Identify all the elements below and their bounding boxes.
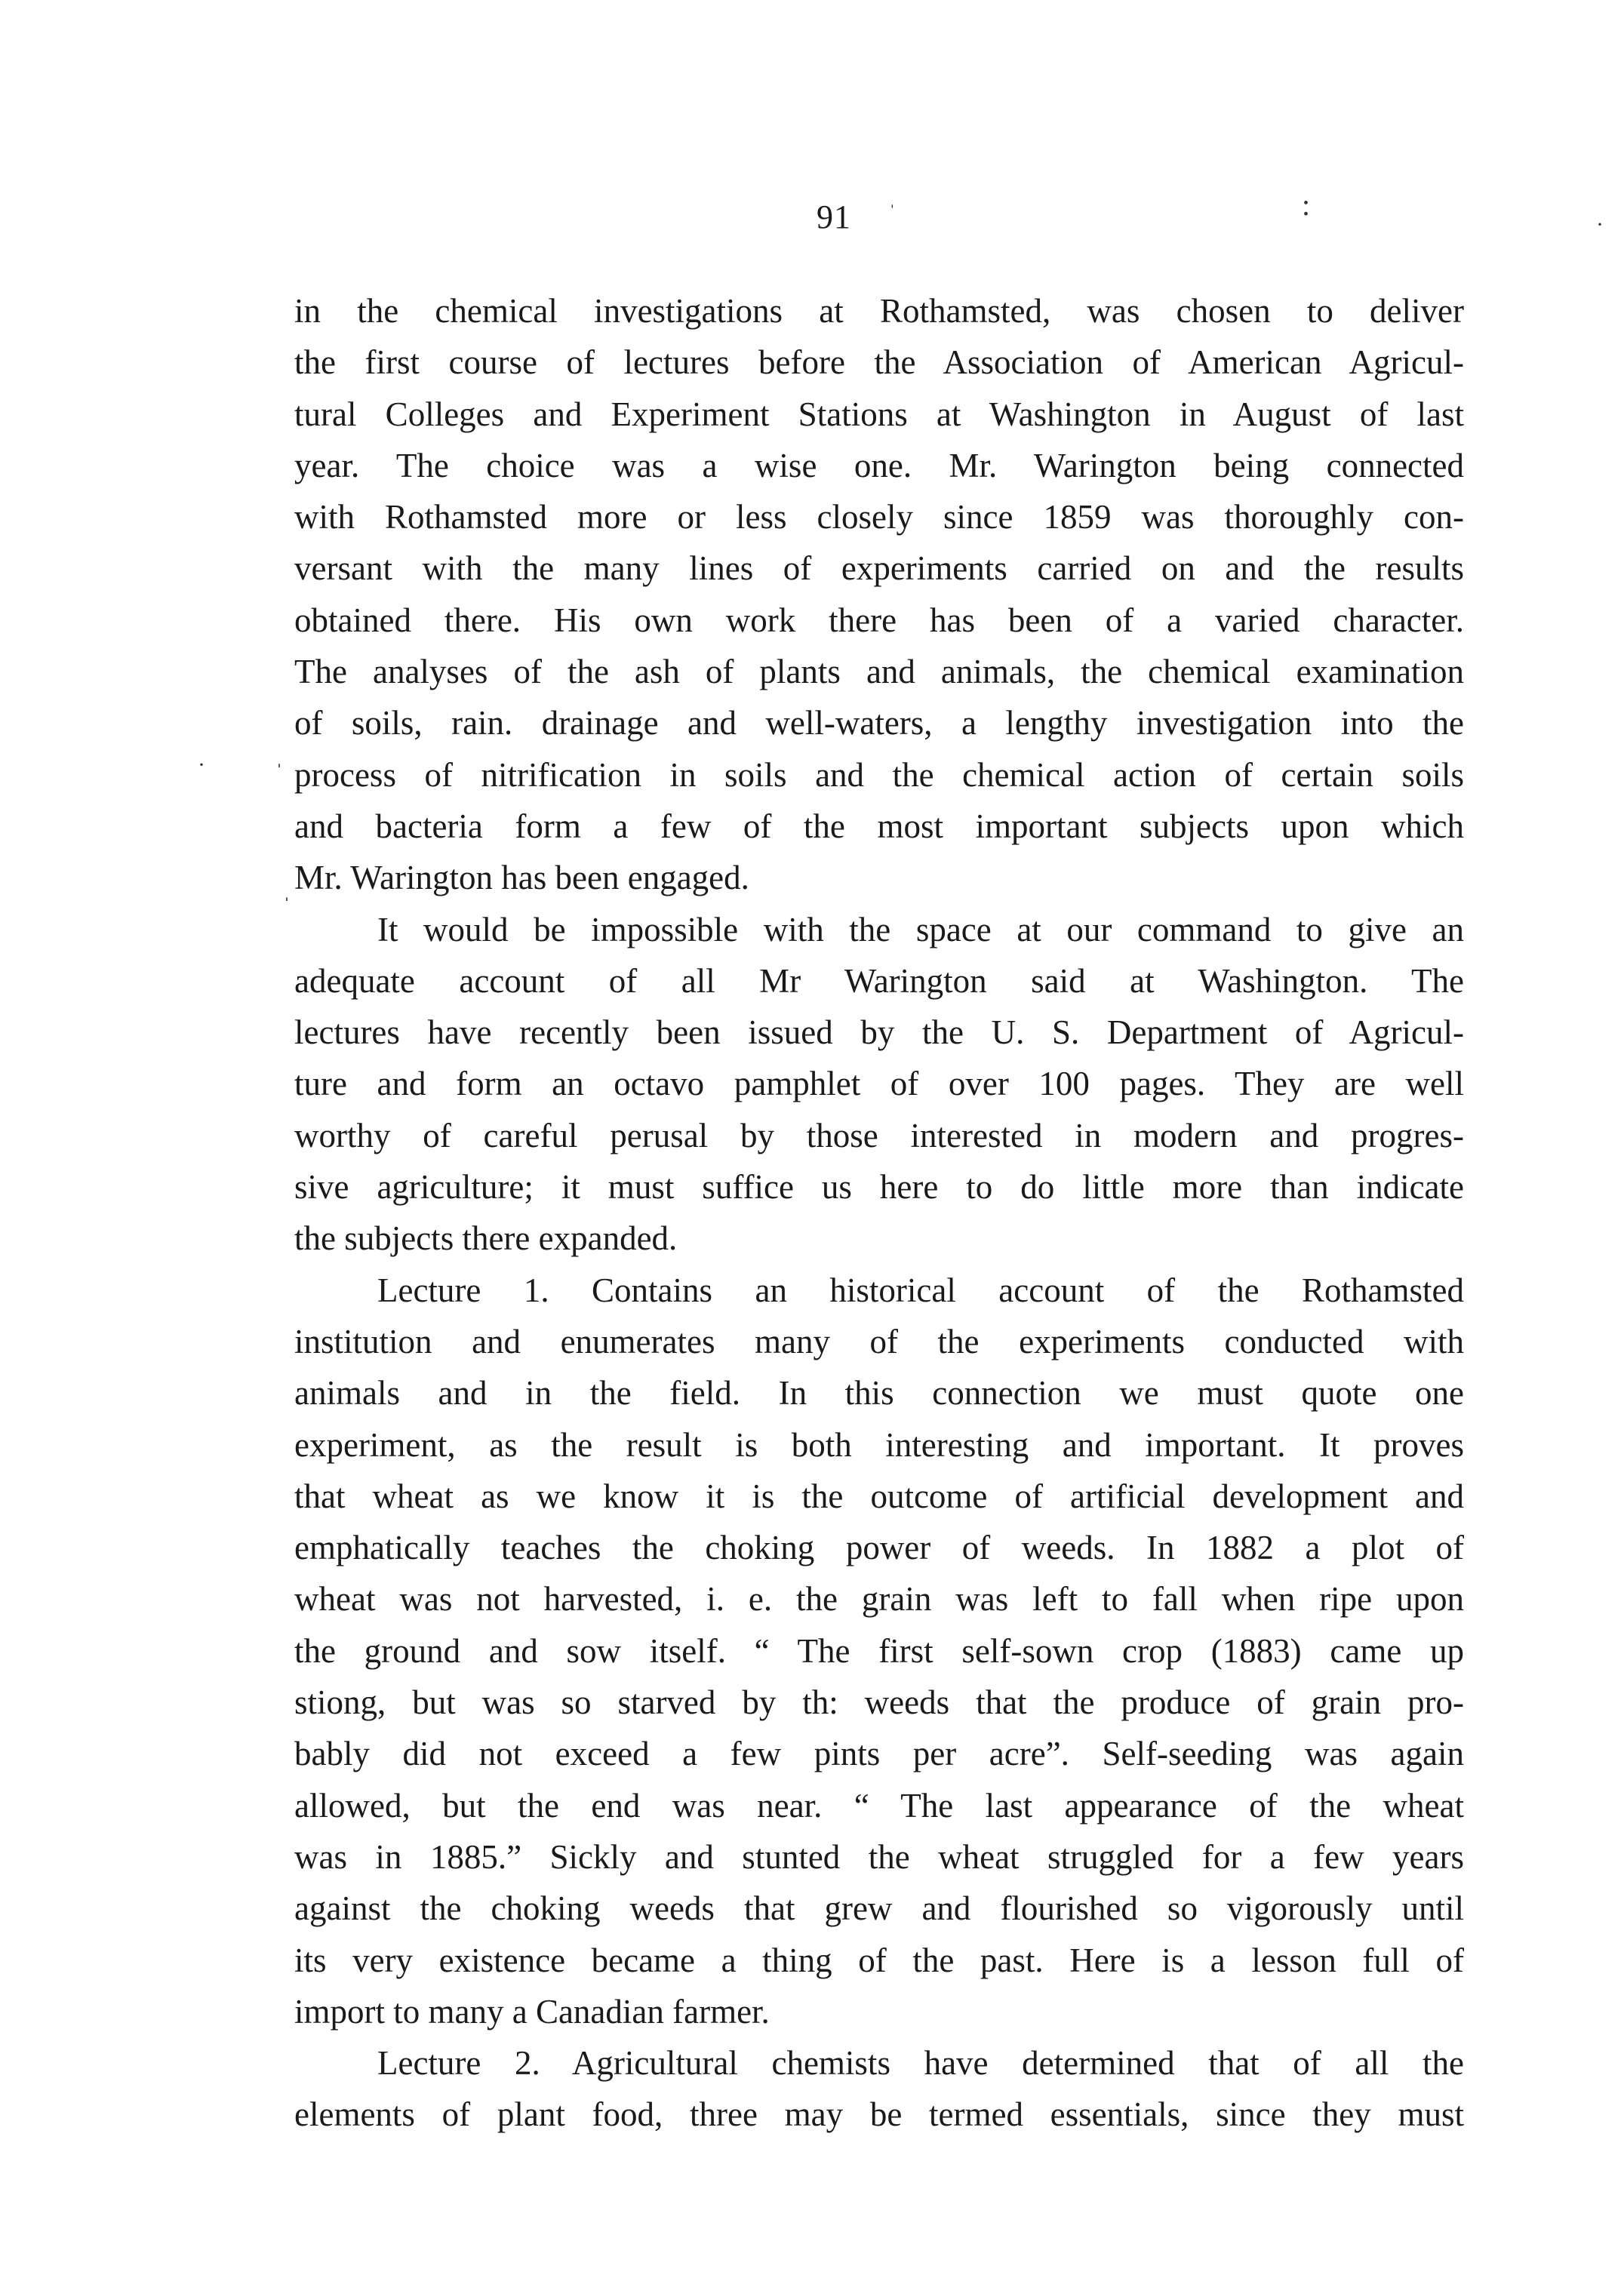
- text-line: its very existence became a thing of the past. Here is a lesson full of: [294, 1941, 1464, 1979]
- scan-speck: ˈ: [275, 760, 283, 785]
- scan-speck: ˈ: [283, 893, 291, 918]
- scan-speck: ˈ: [889, 201, 896, 223]
- text-line: emphatically teaches the choking power of weeds. In 1882 a plot of: [294, 1529, 1464, 1567]
- text-line: year. The choice was a wise one. Mr. Warington being connected: [294, 446, 1464, 484]
- text-line: with Rothamsted more or less closely since 1859 was thoroughly con-: [294, 498, 1464, 536]
- text-line: animals and in the field. In this connection we must quote one: [294, 1374, 1464, 1413]
- text-line: against the choking weeds that grew and flourished so vigorously until: [294, 1889, 1464, 1928]
- text-line: import to many a Canadian farmer.: [294, 1992, 770, 2031]
- text-line: obtained there. His own work there has been of a varied character.: [294, 601, 1464, 639]
- text-line: sive agriculture; it must suffice us here to do little more than indicate: [294, 1168, 1464, 1207]
- page-number: 91: [817, 198, 851, 235]
- text-line: bably did not exceed a few pints per acre”. Self-seeding was again: [294, 1735, 1464, 1773]
- text-line: tural Colleges and Experiment Stations at Washington in August of last: [294, 395, 1464, 433]
- text-line: experiment, as the result is both interesting and important. It proves: [294, 1425, 1464, 1464]
- text-line: stiong, but was so starved by th: weeds that the produce of grain pro-: [294, 1683, 1464, 1722]
- scan-speck: ·: [1596, 212, 1604, 237]
- text-line: of soils, rain. drainage and well-waters, a lengthy investigation into the: [294, 704, 1464, 742]
- text-line: institution and enumerates many of the experiments conducted with: [294, 1322, 1464, 1360]
- text-line: in the chemical investigations at Rothamsted, was chosen to deliver: [294, 292, 1464, 330]
- text-line: allowed, but the end was near. “ The last appearance of the wheat: [294, 1786, 1464, 1825]
- text-line: It would be impossible with the space at our command to give an: [377, 910, 1464, 948]
- text-line: Lecture 1. Contains an historical account of the Rothamsted: [377, 1271, 1464, 1309]
- scan-speck: :: [1302, 188, 1311, 222]
- scan-speck: ·: [198, 752, 205, 777]
- text-line: wheat was not harvested, i. e. the grain was left to fall when ripe upon: [294, 1580, 1464, 1619]
- text-line: elements of plant food, three may be termed essentials, since they must: [294, 2095, 1464, 2134]
- text-line: The analyses of the ash of plants and animals, the chemical examination: [294, 653, 1464, 691]
- text-line: was in 1885.” Sickly and stunted the wheat struggled for a few years: [294, 1837, 1464, 1876]
- text-line: the subjects there expanded.: [294, 1219, 678, 1258]
- text-line: process of nitrification in soils and the chemical action of certain soils: [294, 755, 1464, 794]
- text-line: lectures have recently been issued by the U. S. Department of Agricul-: [294, 1013, 1464, 1052]
- text-line: worthy of careful perusal by those interested in modern and progres-: [294, 1116, 1464, 1154]
- text-line: Mr. Warington has been engaged.: [294, 859, 749, 897]
- text-line: that wheat as we know it is the outcome of artificial development and: [294, 1477, 1464, 1515]
- text-line: versant with the many lines of experiments carried on and the results: [294, 549, 1464, 588]
- body-text: [294, 285, 1464, 2141]
- text-line: ture and form an octavo pamphlet of over 100 pages. They are well: [294, 1065, 1464, 1103]
- text-line: adequate account of all Mr Warington said at Washington. The: [294, 961, 1464, 1000]
- text-line: and bacteria form a few of the most important subjects upon which: [294, 807, 1464, 845]
- text-line: the first course of lectures before the Association of American Agricul-: [294, 343, 1464, 382]
- text-line: the ground and sow itself. “ The first self-sown crop (1883) came up: [294, 1631, 1464, 1670]
- text-line: Lecture 2. Agricultural chemists have determined that of all the: [377, 2044, 1464, 2083]
